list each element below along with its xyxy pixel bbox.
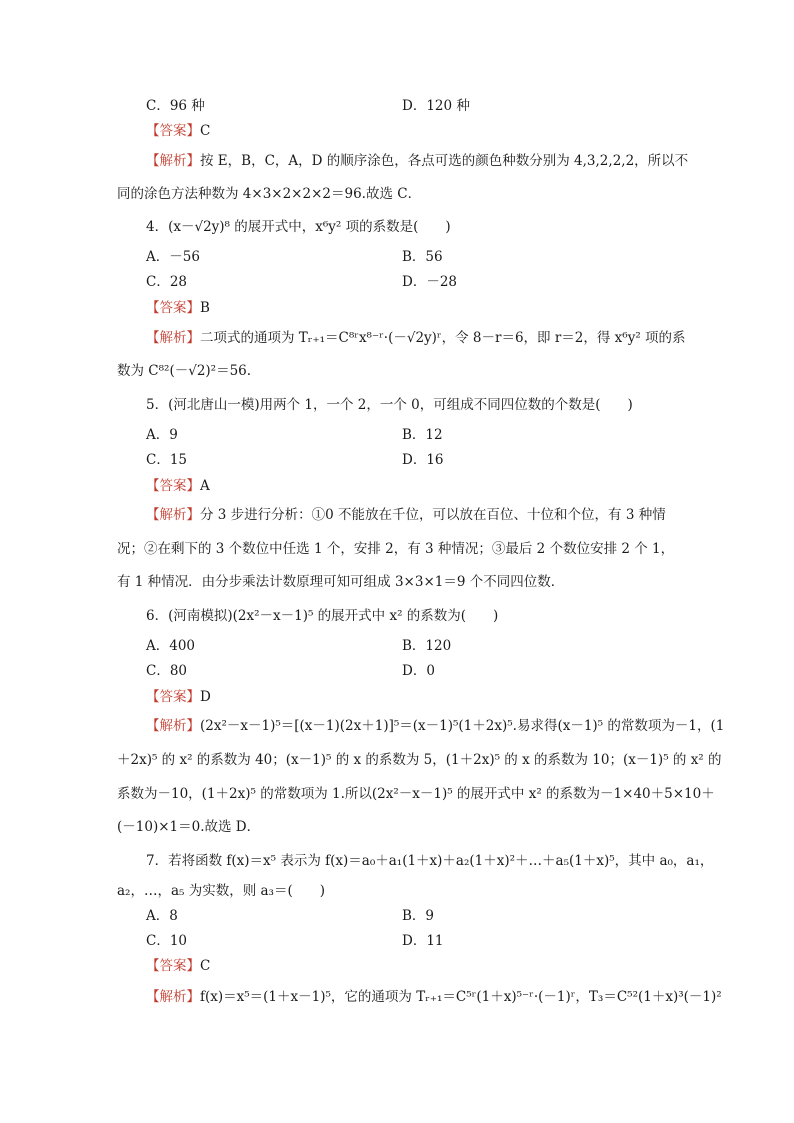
q3-explain-line2: 同的涂色方法种数为 4×3×2×2×2＝96.故选 C． — [117, 186, 422, 202]
q4-option-c: C．28 — [146, 274, 188, 290]
q6-answer — [146, 688, 211, 706]
q6-option-d: D．0 — [402, 663, 435, 679]
q5-answer — [146, 477, 210, 495]
q5-option-a: A．9 — [146, 427, 178, 443]
answer-value: D — [200, 689, 211, 705]
explain-text: 按 E，B，C，A，D 的顺序涂色，各点可选的颜色种数分别为 4,3,2,2,2，所以不 — [200, 153, 689, 169]
q6-option-c: C．80 — [146, 663, 188, 679]
answer-value: C — [200, 958, 211, 974]
answer-value: B — [200, 300, 210, 316]
explain-tag: 【解析】 — [146, 989, 200, 1005]
q3-explain-line1 — [146, 152, 688, 170]
q6-option-a: A．400 — [146, 638, 196, 654]
answer-tag: 【答案】 — [146, 123, 200, 139]
answer-tag: 【答案】 — [146, 478, 200, 494]
q7-option-b: B．9 — [402, 908, 435, 924]
q5-option-d: D．16 — [402, 452, 444, 468]
q6-explain-line2: ＋2x)⁵ 的 x² 的系数为 40；(x－1)⁵ 的 x 的系数为 5，(1＋2x)⁵ 的 x 的系数为 10；(x－1)⁵ 的 x² 的 — [117, 752, 722, 768]
q3-answer — [146, 122, 210, 140]
q7-stem-line1: 7．若将函数 f(x)＝x⁵ 表示为 f(x)＝a₀＋a₁(1＋x)＋a₂(1＋x)²＋…＋a₅(1＋x)⁵，其中 a₀，a₁， — [146, 853, 714, 869]
q4-option-a: A．－56 — [146, 249, 200, 265]
explain-tag: 【解析】 — [146, 718, 200, 734]
q6-explain-line4: (－10)×1＝0.故选 D． — [117, 819, 261, 835]
explain-text: 二项式的通项为 Tᵣ₊₁＝C⁸ʳx⁸⁻ʳ·(－√2y)ʳ，令 8－r＝6，即 r＝2，得 x⁶y² 项的系 — [200, 330, 686, 346]
q7-option-c: C．10 — [146, 933, 188, 949]
explain-tag: 【解析】 — [146, 153, 200, 169]
q4-stem: 4．(x－√2y)⁸ 的展开式中，x⁶y² 项的系数是( ) — [146, 219, 451, 235]
explain-text: 分 3 步进行分析：①0 不能放在千位，可以放在百位、十位和个位，有 3 种情 — [200, 507, 666, 523]
q4-option-b: B．56 — [402, 249, 443, 265]
q5-explain-line1 — [146, 506, 666, 524]
answer-tag: 【答案】 — [146, 958, 200, 974]
answer-value: C — [200, 123, 211, 139]
q4-option-d: D．－28 — [402, 274, 458, 290]
q5-stem: 5．(河北唐山一模)用两个 1，一个 2，一个 0，可组成不同四位数的个数是( ) — [146, 397, 633, 413]
explain-tag: 【解析】 — [146, 330, 200, 346]
explain-tag: 【解析】 — [146, 507, 200, 523]
answer-tag: 【答案】 — [146, 300, 200, 316]
q7-stem-line2: a₂，…，a₅ 为实数，则 a₃＝( ) — [117, 883, 325, 899]
q6-stem: 6．(河南模拟)(2x²－x－1)⁵ 的展开式中 x² 的系数为( ) — [146, 608, 499, 624]
q5-explain-line2: 况；②在剩下的 3 个数位中任选 1 个，安排 2，有 3 种情况；③最后 2 个数位安排 2 个 1， — [117, 541, 675, 557]
q5-option-b: B．12 — [402, 427, 443, 443]
q3-option-c: C．96 种 — [146, 98, 205, 114]
q3-option-d: D．120 种 — [402, 98, 470, 114]
answer-value: A — [200, 478, 210, 494]
q5-option-c: C．15 — [146, 452, 188, 468]
q4-explain-line1 — [146, 329, 686, 347]
q4-answer — [146, 299, 210, 317]
explain-text: (2x²－x－1)⁵＝[(x－1)(2x＋1)]⁵＝(x－1)⁵(1＋2x)⁵.易求得(x－1)⁵ 的常数项为－1，(1 — [200, 718, 725, 734]
q7-option-a: A．8 — [146, 908, 178, 924]
q5-explain-line3: 有 1 种情况．由分步乘法计数原理可知可组成 3×3×1＝9 个不同四位数． — [117, 574, 565, 590]
q7-answer — [146, 957, 210, 975]
q7-option-d: D．11 — [402, 933, 444, 949]
q6-option-b: B．120 — [402, 638, 452, 654]
q7-explain-line1 — [146, 988, 722, 1006]
q4-explain-line2: 数为 C⁸²(－√2)²＝56. — [117, 363, 252, 379]
explain-text: f(x)＝x⁵＝(1＋x－1)⁵，它的通项为 Tᵣ₊₁＝C⁵ʳ(1＋x)⁵⁻ʳ·(－1)ʳ，T₃＝C⁵²(1＋x)³(－1)² — [200, 989, 722, 1005]
answer-tag: 【答案】 — [146, 689, 200, 705]
q6-explain-line3: 系数为－10，(1＋2x)⁵ 的常数项为 1.所以(2x²－x－1)⁵ 的展开式中 x² 的系数为－1×40＋5×10＋ — [117, 786, 715, 802]
q6-explain-line1 — [146, 717, 724, 735]
